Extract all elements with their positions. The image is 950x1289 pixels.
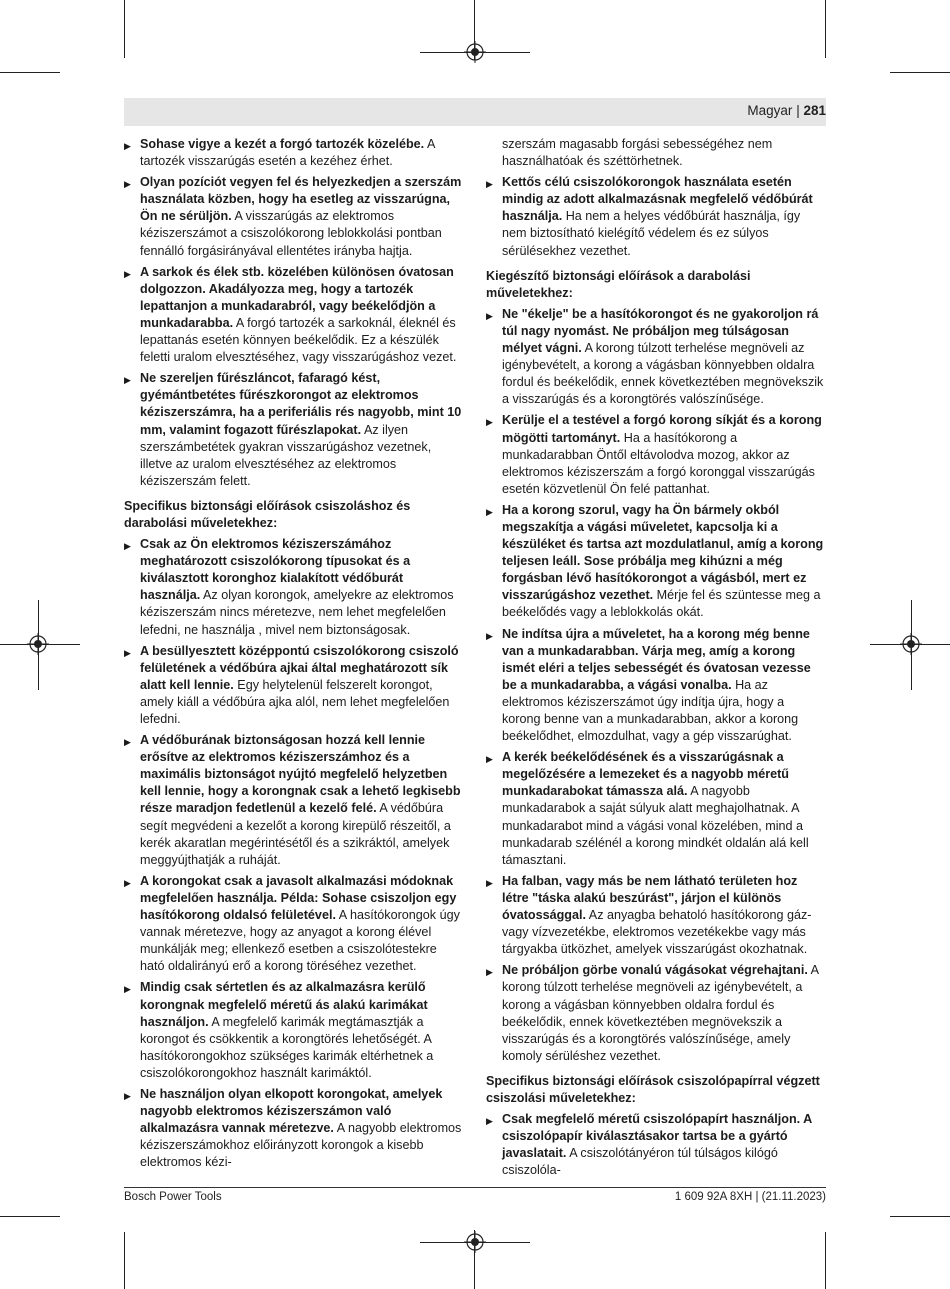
crop-mark bbox=[890, 1216, 950, 1217]
safety-item bbox=[124, 979, 464, 1082]
safety-item-text: Egy helytelenül felszerelt korongot, amely kiáll a védőbúra ajka alól, nem lehet megfelelően lefedni. bbox=[140, 677, 450, 726]
footer-doc-number: 1 609 92A 8XH | (21.11.2023) bbox=[674, 1191, 826, 1203]
crop-mark bbox=[890, 72, 950, 73]
safety-item bbox=[124, 732, 464, 869]
safety-item bbox=[124, 643, 464, 728]
footer-brand: Bosch Power Tools bbox=[124, 1191, 222, 1203]
crop-mark bbox=[825, 0, 826, 58]
section-heading: Specifikus biztonsági előírások csiszolópapírral végzett csiszolási műveletekhez: bbox=[486, 1073, 820, 1105]
safety-item bbox=[486, 502, 826, 622]
safety-item bbox=[124, 1086, 464, 1171]
safety-item-text: Az olyan korongok, amelyekre az elektromos kéziszerszám nincs méretezve, nem lehet megfelelően lefedni, ne használja , mivel nem biztonságosak. bbox=[140, 588, 454, 637]
safety-item-text: A megfelelő karimák megtámasztják a korongot és csökkentik a korongtörés lehetőségét. A hasítókorongokhoz szükséges karimák eltérhetnek a csiszolókorongokhoz használt karimáktól. bbox=[140, 1014, 434, 1080]
safety-item-bold: Sohase vigye a kezét a forgó tartozék közelébe. bbox=[140, 137, 425, 151]
crop-mark bbox=[0, 72, 60, 73]
safety-item-bold: Ha falban, vagy más be nem látható területen hoz létre "táska alakú beszúrást", járjon el különös óvatossággal. bbox=[502, 873, 798, 923]
safety-item-text: Mérje fel és szüntesse meg a beékelődés vagy a leblokkolás okát. bbox=[502, 588, 821, 620]
safety-item-bold: A besüllyesztett középpontú csiszolókorong csiszoló felületének a védőbúra ajkai által meghatározott sík alatt kell lennie. bbox=[140, 643, 459, 692]
safety-item-text: A forgó tartozék a sarkoknál, éleknél és lepattanás esetén könnyen beékelődik. Ez a készülék feletti uralom elvesztéséhez, vagy visszarúgáshoz vezet. bbox=[140, 315, 457, 365]
safety-item-bold: A védőburának biztonságosan hozzá kell lennie erősítve az elektromos kéziszerszámhoz és a maximális biztonságot nyújtó megfelelő helyzetben kell lennie, hogy a korongnak csak a lehető legkisebb része maradjon fedetlenül a kezelő felé. bbox=[140, 733, 461, 816]
safety-item-bold: Ne "ékelje" be a hasítókorongot és ne gyakoroljon rá túl nagy nyomást. Ne próbáljon meg túlságosan mélyet vágni. bbox=[502, 306, 819, 356]
safety-item-bold: Ne próbáljon görbe vonalú vágásokat végrehajtani. bbox=[502, 963, 808, 978]
safety-item-text: Az anyagba behatoló hasítókorong gáz- vagy vízvezetékbe, elektromos vezetékekbe vagy más tárgyakba ütközhet, amelyek visszarúgást okozhatnak. bbox=[502, 908, 812, 957]
safety-item-text: A nagyobb munkadarabok a saját súlyuk alatt meghajolhatnak. A munkadarabot mind a vágási vonal közelében, mind a munkadarab szélénél a korong mindkét oldalán alá kell támasztani. bbox=[502, 784, 809, 867]
safety-item bbox=[486, 412, 826, 497]
safety-item-text: Az ilyen szerszámbetétek gyakran visszarúgáshoz vezetnek, illetve az uralom elvesztéséhez az elektromos kéziszerszám felett. bbox=[140, 422, 432, 488]
header-language: Magyar bbox=[747, 103, 793, 118]
safety-item bbox=[124, 370, 464, 490]
safety-item-bold: Olyan pozíciót vegyen fel és helyezkedjen a szerszám használata közben, hogy ha esetleg az visszarúgna, Ön ne sérüljön. bbox=[140, 175, 462, 224]
safety-item-bold: Kettős célú csiszolókorongok használata esetén mindig az adott alkalmazásnak megfelelő védőbúrát használja. bbox=[502, 175, 813, 224]
safety-item bbox=[124, 174, 464, 259]
crop-mark bbox=[124, 1232, 125, 1289]
registration-mark-icon bbox=[900, 633, 922, 655]
safety-item-bold: Mindig csak sértetlen és az alkalmazásra kerülő korongnak megfelelő méretű ás alakú karimákat használjon. bbox=[140, 980, 428, 1029]
left-column bbox=[124, 136, 464, 1175]
safety-item-bold: Ne használjon olyan elkopott korongokat, amelyek nagyobb elektromos kéziszerszámon való alkalmazásra vannak méretezve. bbox=[140, 1086, 443, 1136]
safety-item bbox=[124, 264, 464, 367]
safety-item-text: A védőbúra segít megvédeni a kezelőt a korong kirepülő részeitől, a kerék akaratlan megérintésétől és a szikráktól, amelyek meggyújthatják a ruháját. bbox=[140, 801, 451, 867]
crop-mark bbox=[124, 0, 125, 58]
safety-item bbox=[486, 749, 826, 869]
footer-divider bbox=[124, 1187, 826, 1188]
safety-item-text: A hasítókorongok úgy vannak méretezve, hogy az anyagot a korong élével munkálják meg; ellenkező esetben a csiszolótestekre ható oldalirányú erő a korong töréséhez vezethet. bbox=[140, 908, 460, 974]
safety-item-text: Ha nem a helyes védőbúrát használja, így nem biztosítható kielégítő védelem és ez súlyos sérülésekhez vezethet. bbox=[502, 209, 801, 258]
safety-item-bold: Kerülje el a testével a forgó korong síkját és a korong mögötti tartományt. bbox=[502, 413, 822, 445]
safety-item-bold: Ha a korong szorul, vagy ha Ön bármely okból megszakítja a vágási műveletet, kapcsolja ki a készüléket és tartsa azt mozdulatlanul, amíg a korong teljesen leáll. Sose próbálja meg kihúzni a még forgásban lévő hasítókorongot a vágásból, mert ez visszarúgáshoz vezethet. bbox=[502, 502, 824, 603]
safety-item-bold: A sarkok és élek stb. közelében különösen óvatosan dolgozzon. Akadályozza meg, hogy a tartozék lepattanjon a munkadarabról, vagy beékelődjön a munkadarabba. bbox=[140, 264, 454, 330]
registration-mark-icon bbox=[464, 41, 486, 63]
safety-item-bold: Csak megfelelő méretű csiszolópapírt használjon. A csiszolópapír kiválasztásakor tartsa be a gyártó javaslatait. bbox=[502, 1112, 812, 1161]
safety-item-bold: A kerék beékelődésének és a visszarúgásnak a megelőzésére a lemezeket és a nagyobb méretű munkadarabokat támassza alá. bbox=[502, 750, 789, 799]
registration-mark-icon bbox=[27, 633, 49, 655]
page-number: 281 bbox=[803, 103, 826, 118]
safety-item-bold: A korongokat csak a javasolt alkalmazási módoknak megfelelően használja. Példa: Sohase csiszoljon egy hasítókorong oldalsó felületével. bbox=[140, 873, 457, 923]
safety-item-bold: Ne szereljen fűrészláncot, fafaragó kést, gyémántbetétes fűrészkorongot az elektromos kéziszerszámra, ha a periferiális rés nagyobb, mint 10 mm, valamint fogazott fűrészlapokat. bbox=[140, 371, 462, 437]
continued-text: szerszám magasabb forgási sebességéhez nem használhatóak és széttörhetnek. bbox=[502, 137, 773, 169]
safety-item bbox=[124, 136, 464, 170]
crop-mark bbox=[825, 1232, 826, 1289]
safety-item-text: A csiszolótányéron túl túlságos kilógó csiszolóla- bbox=[502, 1146, 778, 1178]
safety-item bbox=[124, 536, 464, 639]
section-heading: Specifikus biztonsági előírások csiszoláshoz és darabolási műveletekhez: bbox=[124, 498, 411, 530]
safety-item-text: A korong túlzott terhelése megnöveli az igénybevételt, a korong a vágásban könnyebben oldalra fordul és beékelődik, ennek következtében megnövekszik a visszarúgás és a korongtörés valószínűsége, amely komoly sérüléshez vezethet. bbox=[502, 963, 819, 1063]
page-header bbox=[747, 103, 826, 118]
safety-item-text: A tartozék visszarúgás esetén a kezéhez érhet. bbox=[140, 137, 435, 169]
crop-mark bbox=[0, 1216, 60, 1217]
header-separator: | bbox=[796, 103, 800, 118]
safety-item-text: Ha a hasítókorong a munkadarabban Öntől eltávolodva mozog, akkor az elektromos kéziszerszám a forgó koronggal visszarúgás esetén közvetlenül Ön felé pattanhat. bbox=[502, 430, 815, 496]
section-heading: Kiegészítő biztonsági előírások a darabolási műveletekhez: bbox=[486, 268, 751, 300]
safety-item bbox=[486, 174, 826, 259]
safety-item bbox=[486, 626, 826, 746]
right-column bbox=[486, 136, 826, 1183]
registration-mark-icon bbox=[464, 1231, 486, 1253]
safety-item bbox=[124, 873, 464, 976]
safety-item-bold: Csak az Ön elektromos kéziszerszámához meghatározott csiszolókorong típusokat és a kiválasztott koronghoz kialakított védőburát használja. bbox=[140, 537, 411, 603]
safety-item bbox=[486, 1111, 826, 1179]
safety-item-text: A korong túlzott terhelése megnöveli az igénybevételt, a korong a vágásban könnyebben oldalra fordul és beékelődik, ennek következtében megnövekszik a visszarúgás és a korongtörés valószínűsége. bbox=[502, 341, 824, 407]
safety-item bbox=[486, 873, 826, 958]
safety-item bbox=[486, 306, 826, 409]
safety-item-text: A visszarúgás az elektromos kéziszerszámot a csiszolókorong leblokkolási pontban fennálló forgásirányával ellentétes irányba hajtja. bbox=[140, 209, 442, 258]
safety-item-text: A nagyobb elektromos kéziszerszámokhoz előirányzott korongok a kisebb elektromos kézi- bbox=[140, 1121, 462, 1170]
safety-item-text: Ha az elektromos kéziszerszámot úgy indítja újra, hogy a korong benne van a munkadarabban, akkor a korong beékelődhet, elmozdulhat, vagy a gép visszarúghat. bbox=[502, 677, 799, 744]
header-band bbox=[124, 98, 826, 126]
safety-item bbox=[486, 962, 826, 1065]
safety-item-bold: Ne indítsa újra a műveletet, ha a korong még benne van a munkadarabban. Várja meg, amíg a korong ismét eléri a teljes sebességét és óvatosan vezesse be a munkadarabba, a vágási vonalba. bbox=[502, 626, 811, 692]
